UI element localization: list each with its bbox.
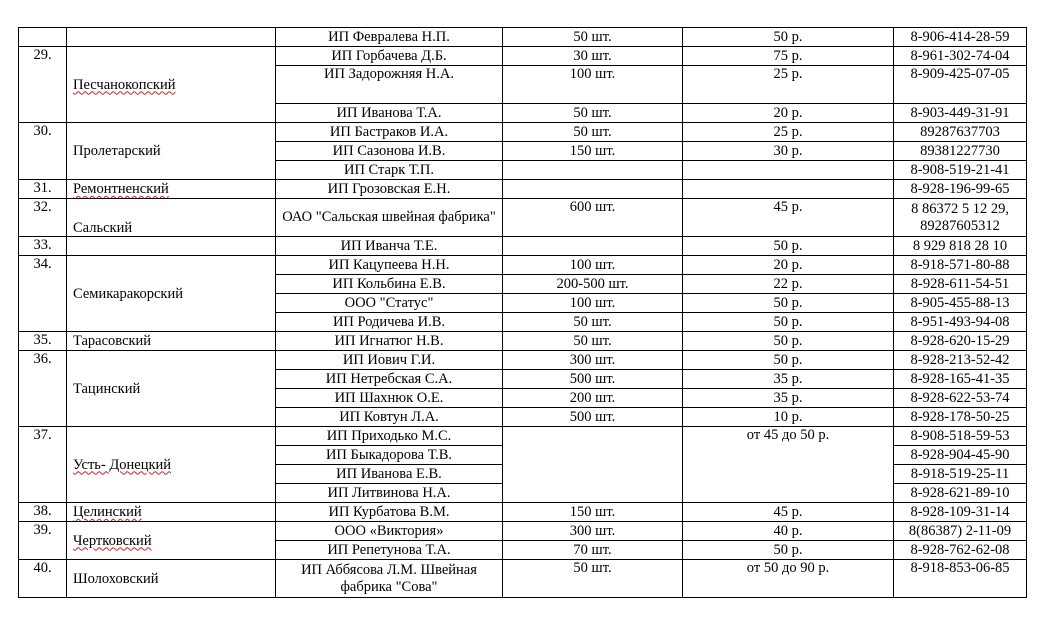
price-cell: 30 р. — [683, 142, 894, 161]
enterprise-cell: ИП Старк Т.П. — [276, 161, 503, 180]
enterprise-cell: ИП Шахнюк О.Е. — [276, 389, 503, 408]
enterprise-cell: ИП Сазонова И.В. — [276, 142, 503, 161]
enterprise-cell: ИП Ковтун Л.А. — [276, 408, 503, 427]
price-cell: 50 р. — [683, 332, 894, 351]
quantity-cell: 500 шт. — [503, 370, 683, 389]
phone-cell: 8-928-109-31-14 — [894, 503, 1027, 522]
price-cell: от 50 до 90 р. — [683, 560, 894, 598]
district-cell — [67, 237, 276, 256]
quantity-cell: 200-500 шт. — [503, 275, 683, 294]
row-number: 34. — [19, 256, 67, 332]
price-cell — [683, 180, 894, 199]
enterprise-cell: ИП Кольбина Е.В. — [276, 275, 503, 294]
quantity-cell: 100 шт. — [503, 294, 683, 313]
price-cell: 22 р. — [683, 275, 894, 294]
district-cell: Тарасовский — [67, 332, 276, 351]
price-cell: 40 р. — [683, 522, 894, 541]
table-row — [19, 180, 1027, 199]
enterprise-cell: ИП Иович Г.И. — [276, 351, 503, 370]
phone-cell: 8-918-519-25-11 — [894, 465, 1027, 484]
quantity-cell: 50 шт. — [503, 313, 683, 332]
district-name: Чертковский — [73, 532, 152, 549]
phone-cell: 8-928-213-52-42 — [894, 351, 1027, 370]
district-name: Песчанокопский — [73, 76, 176, 93]
phone-cell: 8-909-425-07-05 — [894, 66, 1027, 104]
row-number: 33. — [19, 237, 67, 256]
row-number: 29. — [19, 47, 67, 123]
district-name: Целинский — [73, 504, 142, 520]
price-cell: 25 р. — [683, 123, 894, 142]
enterprise-cell: ИП Бастраков И.А. — [276, 123, 503, 142]
enterprise-cell: ИП Иванова Е.В. — [276, 465, 503, 484]
district-cell — [67, 503, 276, 522]
phone-cell: 89381227730 — [894, 142, 1027, 161]
enterprise-cell: ИП Февралева Н.П. — [276, 28, 503, 47]
phone-cell: 8-903-449-31-91 — [894, 104, 1027, 123]
row-number: 38. — [19, 503, 67, 522]
row-number: 36. — [19, 351, 67, 427]
enterprise-cell: ИП Родичева И.В. — [276, 313, 503, 332]
phone-cell: 8-928-762-62-08 — [894, 541, 1027, 560]
phone-cell: 8(86387) 2-11-09 — [894, 522, 1027, 541]
table-row — [19, 28, 1027, 47]
quantity-cell: 200 шт. — [503, 389, 683, 408]
phone-cell: 8-928-611-54-51 — [894, 275, 1027, 294]
quantity-cell: 50 шт. — [503, 104, 683, 123]
quantity-cell: 300 шт. — [503, 351, 683, 370]
price-cell: 50 р. — [683, 28, 894, 47]
enterprise-cell: ИП Курбатова В.М. — [276, 503, 503, 522]
quantity-cell: 500 шт. — [503, 408, 683, 427]
enterprise-cell: ИП Иванова Т.А. — [276, 104, 503, 123]
phone-cell: 8-928-196-99-65 — [894, 180, 1027, 199]
phone-cell: 8-928-165-41-35 — [894, 370, 1027, 389]
quantity-cell: 100 шт. — [503, 256, 683, 275]
table-row — [19, 560, 1027, 598]
row-number: 30. — [19, 123, 67, 180]
district-name: Ремонтненский — [73, 181, 169, 197]
row-number: 37. — [19, 427, 67, 503]
phone-cell: 8-928-178-50-25 — [894, 408, 1027, 427]
row-number: 39. — [19, 522, 67, 560]
row-number: 32. — [19, 199, 67, 237]
row-number: 40. — [19, 560, 67, 598]
price-cell: 50 р. — [683, 351, 894, 370]
row-number: 31. — [19, 180, 67, 199]
enterprise-cell: ИП Игнатюг Н.В. — [276, 332, 503, 351]
phone-cell: 8-951-493-94-08 — [894, 313, 1027, 332]
price-cell: 50 р. — [683, 237, 894, 256]
district-cell: Семикаракорский — [67, 256, 276, 332]
phone-cell: 8 86372 5 12 29, 89287605312 — [894, 199, 1027, 237]
quantity-cell: 50 шт. — [503, 28, 683, 47]
quantity-cell — [503, 161, 683, 180]
phone-cell: 8-908-518-59-53 — [894, 427, 1027, 446]
phone-cell: 8-905-455-88-13 — [894, 294, 1027, 313]
price-cell: 35 р. — [683, 389, 894, 408]
quantity-cell: 50 шт. — [503, 123, 683, 142]
phone-cell: 8-928-904-45-90 — [894, 446, 1027, 465]
phone-cell: 8-906-414-28-59 — [894, 28, 1027, 47]
district-cell: Шолоховский — [67, 560, 276, 598]
quantity-cell: 70 шт. — [503, 541, 683, 560]
table-row — [19, 427, 1027, 446]
district-cell — [67, 522, 276, 560]
table-row — [19, 199, 1027, 237]
enterprise-cell: ИП Задорожняя Н.А. — [276, 66, 503, 104]
row-number — [19, 28, 67, 47]
price-cell: 25 р. — [683, 66, 894, 104]
price-cell: 75 р. — [683, 47, 894, 66]
phone-cell: 8 929 818 28 10 — [894, 237, 1027, 256]
quantity-cell — [503, 237, 683, 256]
district-cell — [67, 28, 276, 47]
district-cell: Пролетарский — [67, 123, 276, 180]
district-cell — [67, 47, 276, 123]
enterprise-cell: ООО «Виктория» — [276, 522, 503, 541]
enterprise-cell: ООО "Статус" — [276, 294, 503, 313]
phone-cell: 8-928-620-15-29 — [894, 332, 1027, 351]
phone-cell: 89287637703 — [894, 123, 1027, 142]
enterprise-cell: ИП Аббясова Л.М. Швейная фабрика "Сова" — [276, 560, 503, 598]
phone-cell: 8-908-519-21-41 — [894, 161, 1027, 180]
price-cell: 50 р. — [683, 294, 894, 313]
enterprise-cell: ИП Литвинова Н.А. — [276, 484, 503, 503]
sewing-enterprises-table — [18, 27, 1027, 598]
enterprise-cell: ОАО "Сальская швейная фабрика" — [276, 199, 503, 237]
quantity-cell: 150 шт. — [503, 503, 683, 522]
table-row — [19, 256, 1027, 275]
table-row — [19, 123, 1027, 142]
price-cell: 20 р. — [683, 104, 894, 123]
price-cell: от 45 до 50 р. — [683, 427, 894, 503]
district-name: Усть- Донецкий — [73, 456, 172, 473]
row-number: 35. — [19, 332, 67, 351]
table-row — [19, 351, 1027, 370]
quantity-cell — [503, 427, 683, 503]
price-cell: 45 р. — [683, 503, 894, 522]
quantity-cell: 50 шт. — [503, 560, 683, 598]
quantity-cell: 100 шт. — [503, 66, 683, 104]
enterprise-cell: ИП Кацупеева Н.Н. — [276, 256, 503, 275]
phone-cell: 8-928-621-89-10 — [894, 484, 1027, 503]
quantity-cell: 50 шт. — [503, 332, 683, 351]
enterprise-cell: ИП Нетребская С.А. — [276, 370, 503, 389]
phone-cell: 8-918-853-06-85 — [894, 560, 1027, 598]
price-cell — [683, 161, 894, 180]
table-row — [19, 237, 1027, 256]
price-cell: 10 р. — [683, 408, 894, 427]
table-row — [19, 332, 1027, 351]
enterprise-cell: ИП Грозовская Е.Н. — [276, 180, 503, 199]
quantity-cell — [503, 180, 683, 199]
table-row — [19, 47, 1027, 66]
price-cell: 50 р. — [683, 313, 894, 332]
enterprise-cell: ИП Репетунова Т.А. — [276, 541, 503, 560]
enterprise-cell: ИП Приходько М.С. — [276, 427, 503, 446]
table-row — [19, 503, 1027, 522]
price-cell: 35 р. — [683, 370, 894, 389]
district-cell: Тацинский — [67, 351, 276, 427]
phone-cell: 8-928-622-53-74 — [894, 389, 1027, 408]
table-row — [19, 522, 1027, 541]
quantity-cell: 150 шт. — [503, 142, 683, 161]
quantity-cell: 600 шт. — [503, 199, 683, 237]
price-cell: 45 р. — [683, 199, 894, 237]
price-cell: 50 р. — [683, 541, 894, 560]
document-page — [18, 27, 1027, 598]
district-cell — [67, 180, 276, 199]
quantity-cell: 30 шт. — [503, 47, 683, 66]
quantity-cell: 300 шт. — [503, 522, 683, 541]
district-cell: Сальский — [67, 199, 276, 237]
price-cell: 20 р. — [683, 256, 894, 275]
phone-cell: 8-918-571-80-88 — [894, 256, 1027, 275]
enterprise-cell: ИП Горбачева Д.Б. — [276, 47, 503, 66]
enterprise-cell: ИП Быкадорова Т.В. — [276, 446, 503, 465]
phone-cell: 8-961-302-74-04 — [894, 47, 1027, 66]
district-cell — [67, 427, 276, 503]
enterprise-cell: ИП Иванча Т.Е. — [276, 237, 503, 256]
